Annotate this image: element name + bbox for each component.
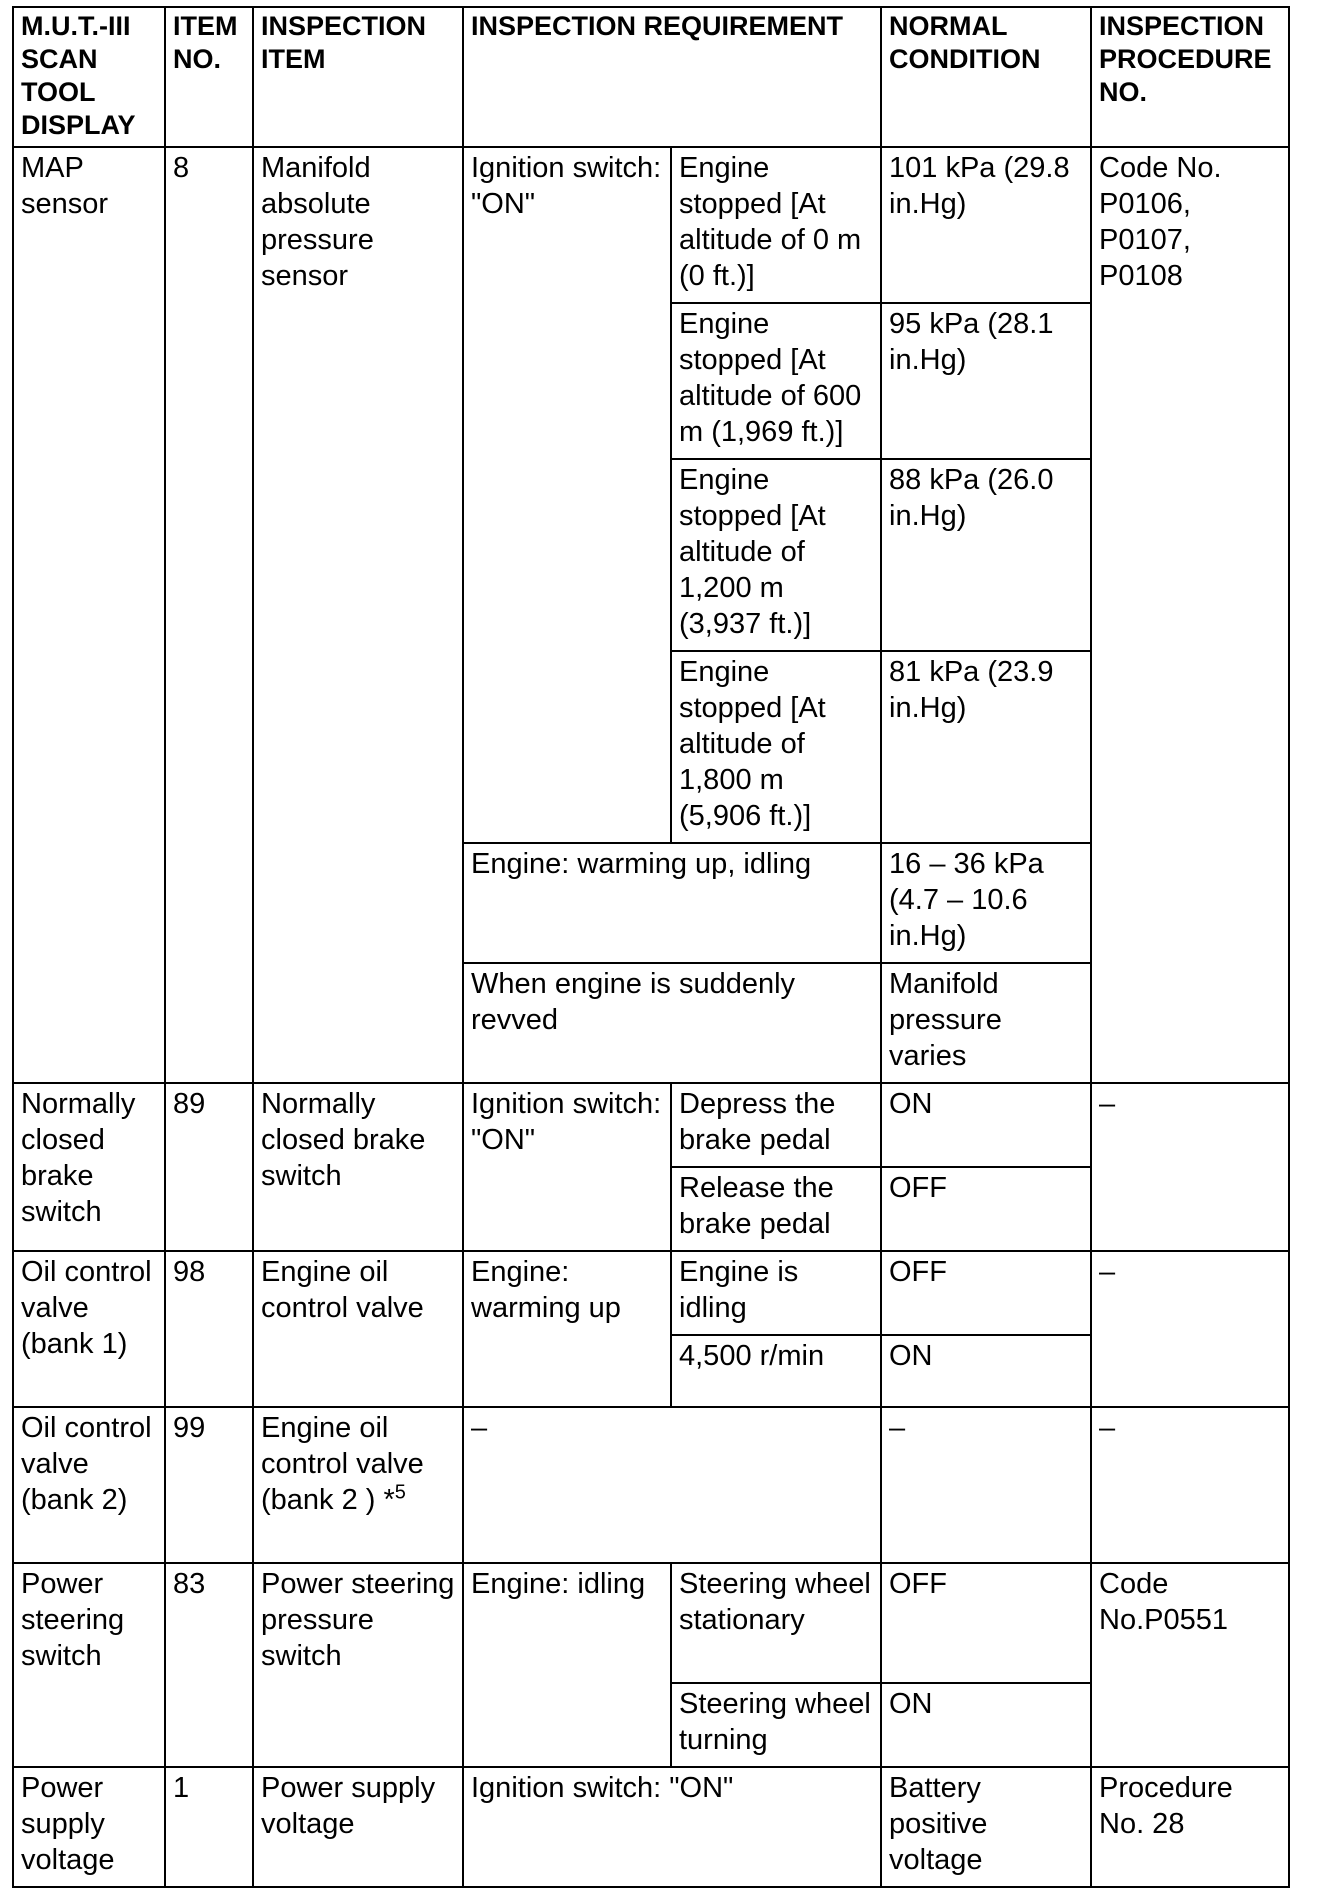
ps-item: Power steering pressure switch bbox=[253, 1563, 463, 1767]
ocv2-normal: – bbox=[881, 1407, 1091, 1563]
brake-item-no: 89 bbox=[165, 1083, 253, 1251]
map-r5-requirement: Engine: warming up, idling bbox=[463, 843, 881, 963]
ocv2-display: Oil control valve (bank 2) bbox=[13, 1407, 165, 1563]
ps-r1-normal: OFF bbox=[881, 1563, 1091, 1683]
ocv1-item-no: 98 bbox=[165, 1251, 253, 1407]
table-row bbox=[13, 1083, 1289, 1167]
map-r1-state: Engine stopped [At altitude of 0 m (0 ft.)] bbox=[671, 147, 881, 303]
map-r1-normal: 101 kPa (29.8 in.Hg) bbox=[881, 147, 1091, 303]
ocv1-display: Oil control valve (bank 1) bbox=[13, 1251, 165, 1407]
brake-procedure: – bbox=[1091, 1083, 1289, 1251]
ocv1-item: Engine oil control valve bbox=[253, 1251, 463, 1407]
ocv2-item-no: 99 bbox=[165, 1407, 253, 1563]
brake-r1-normal: ON bbox=[881, 1083, 1091, 1167]
header-item-no: ITEM NO. bbox=[165, 7, 253, 147]
map-condition: Ignition switch: "ON" bbox=[463, 147, 671, 843]
header-display: M.U.T.-III SCAN TOOL DISPLAY bbox=[13, 7, 165, 147]
table-row bbox=[13, 1251, 1289, 1335]
table-row bbox=[13, 147, 1289, 303]
table-row bbox=[13, 1767, 1289, 1887]
header-requirement: INSPECTION REQUIREMENT bbox=[463, 7, 881, 147]
brake-r1-state: Depress the brake pedal bbox=[671, 1083, 881, 1167]
brake-condition: Ignition switch: "ON" bbox=[463, 1083, 671, 1251]
brake-r2-state: Release the brake pedal bbox=[671, 1167, 881, 1251]
map-r3-state: Engine stopped [At altitude of 1,200 m (3,937 ft.)] bbox=[671, 459, 881, 651]
ocv2-procedure: – bbox=[1091, 1407, 1289, 1563]
ps-r2-normal: ON bbox=[881, 1683, 1091, 1767]
map-procedure: Code No. P0106, P0107, P0108 bbox=[1091, 147, 1289, 1083]
map-r6-normal: Manifold pressure varies bbox=[881, 963, 1091, 1083]
ocv1-r2-state: 4,500 r/min bbox=[671, 1335, 881, 1407]
map-r4-state: Engine stopped [At altitude of 1,800 m (5,906 ft.)] bbox=[671, 651, 881, 843]
brake-item: Normally closed brake switch bbox=[253, 1083, 463, 1251]
psv-normal: Battery positive voltage bbox=[881, 1767, 1091, 1887]
ps-item-no: 83 bbox=[165, 1563, 253, 1767]
table-row bbox=[13, 1563, 1289, 1683]
psv-requirement: Ignition switch: "ON" bbox=[463, 1767, 881, 1887]
ps-condition: Engine: idling bbox=[463, 1563, 671, 1767]
ps-display: Power steering switch bbox=[13, 1563, 165, 1767]
table-row bbox=[13, 1407, 1289, 1563]
header-row bbox=[13, 7, 1289, 147]
map-r5-normal: 16 – 36 kPa (4.7 – 10.6 in.Hg) bbox=[881, 843, 1091, 963]
ocv1-procedure: – bbox=[1091, 1251, 1289, 1407]
map-r2-normal: 95 kPa (28.1 in.Hg) bbox=[881, 303, 1091, 459]
ocv1-r1-normal: OFF bbox=[881, 1251, 1091, 1335]
map-r4-normal: 81 kPa (23.9 in.Hg) bbox=[881, 651, 1091, 843]
map-display: MAP sensor bbox=[13, 147, 165, 1083]
map-r6-requirement: When engine is suddenly revved bbox=[463, 963, 881, 1083]
ocv2-requirement: – bbox=[463, 1407, 881, 1563]
psv-item-no: 1 bbox=[165, 1767, 253, 1887]
header-procedure: INSPECTION PROCEDURE NO. bbox=[1091, 7, 1289, 147]
map-item: Manifold absolute pressure sensor bbox=[253, 147, 463, 1083]
map-r2-state: Engine stopped [At altitude of 600 m (1,969 ft.)] bbox=[671, 303, 881, 459]
map-r3-normal: 88 kPa (26.0 in.Hg) bbox=[881, 459, 1091, 651]
brake-r2-normal: OFF bbox=[881, 1167, 1091, 1251]
ps-procedure: Code No.P0551 bbox=[1091, 1563, 1289, 1767]
header-normal: NORMAL CONDITION bbox=[881, 7, 1091, 147]
ocv1-r2-normal: ON bbox=[881, 1335, 1091, 1407]
psv-item: Power supply voltage bbox=[253, 1767, 463, 1887]
ps-r2-state: Steering wheel turning bbox=[671, 1683, 881, 1767]
brake-display: Normally closed brake switch bbox=[13, 1083, 165, 1251]
psv-procedure: Procedure No. 28 bbox=[1091, 1767, 1289, 1887]
map-item-no: 8 bbox=[165, 147, 253, 1083]
inspection-table bbox=[12, 6, 1290, 1888]
ocv1-condition: Engine: warming up bbox=[463, 1251, 671, 1407]
ocv2-item-footnote: 5 bbox=[394, 1481, 406, 1504]
ocv2-item-text: Engine oil control valve (bank 2 ) * bbox=[261, 1412, 424, 1516]
ps-r1-state: Steering wheel stationary bbox=[671, 1563, 881, 1683]
psv-display: Power supply voltage bbox=[13, 1767, 165, 1887]
header-item: INSPECTION ITEM bbox=[253, 7, 463, 147]
ocv1-r1-state: Engine is idling bbox=[671, 1251, 881, 1335]
ocv2-item bbox=[253, 1407, 463, 1563]
